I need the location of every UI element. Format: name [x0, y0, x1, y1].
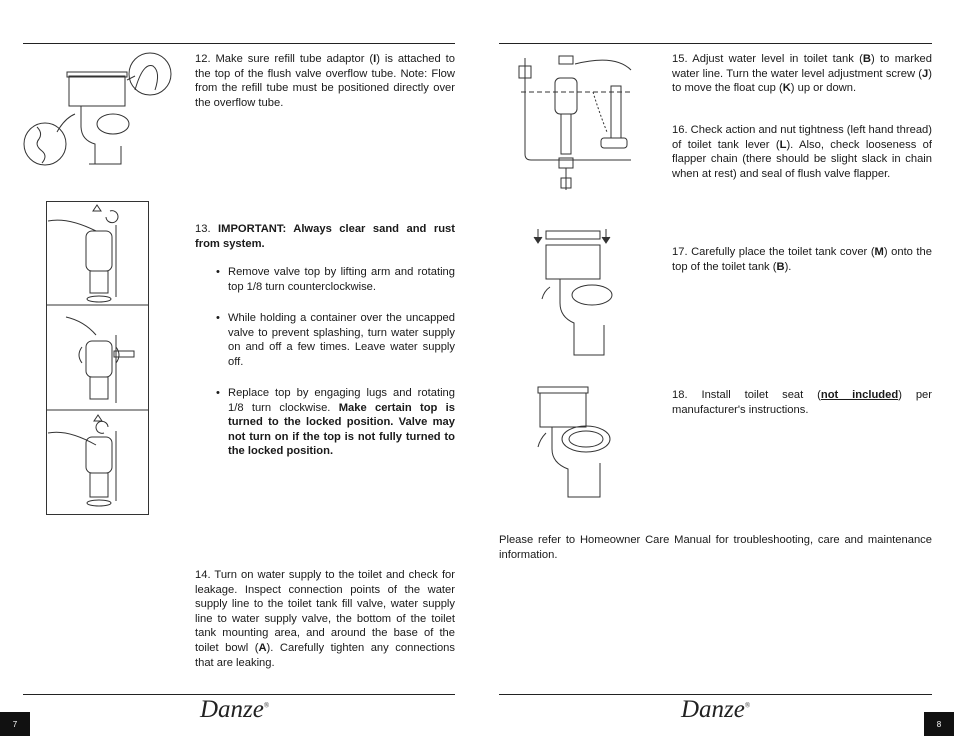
step-17-text: 17. Carefully place the toilet tank cover (M) onto the top of the toilet tank (B). — [672, 246, 932, 273]
valve-flush-figure — [46, 201, 149, 515]
bullet-dot-icon: • — [216, 387, 220, 399]
page-number-right: 8 — [924, 712, 954, 736]
care-manual-note: Please refer to Homeowner Care Manual for troubleshooting, care and maintenance information. — [499, 534, 932, 561]
tank-interior-figure — [515, 52, 635, 197]
toilet-seat-figure — [532, 383, 622, 503]
danze-logo-left: Danze® — [200, 696, 270, 723]
bottom-rule-right — [499, 694, 932, 695]
step-18-text: 18. Install toilet seat (not included) per manufacturer's instructions. — [672, 389, 932, 416]
toilet-refill-tube-figure — [23, 52, 178, 172]
step-12-text: 12. Make sure refill tube adaptor (I) is attached to the top of the flush valve overflow tube. Note: Flow from the refill tube must be positioned directly over the overflow tube. — [195, 53, 455, 109]
top-rule-right — [499, 43, 932, 44]
danze-logo-right: Danze® — [681, 696, 751, 723]
step-13-bullet-2: • While holding a container over the uncapped valve to prevent splashing, turn water supply on and off a few times. Leave water supply off. — [216, 312, 455, 368]
step-15-text: 15. Adjust water level in toilet tank (B) to marked water line. Turn the water level adjustment screw (J) to move the float cup (K) up or down. — [672, 53, 932, 95]
top-rule-left — [23, 43, 455, 44]
page-number-left: 7 — [0, 712, 30, 736]
step-13-bullet-3: • Replace top by engaging lugs and rotating 1/8 turn clockwise. Make certain top is turned to the locked position. Valve may not turn on if the top is not fully turned to the locked position. — [216, 387, 455, 458]
step-13-heading: 13. IMPORTANT: Always clear sand and rust from system. — [195, 223, 455, 250]
step-14-text: 14. Turn on water supply to the toilet and check for leakage. Inspect connection points of the water supply line to the toilet tank fill valve, water supply line to water supply valve, the bottom of the toilet tank mounting area, and around the base of the toilet bowl (A). Carefully tighten any connections that are leaking. — [195, 569, 455, 669]
step-16-text: 16. Check action and nut tightness (left hand thread) of toilet tank lever (L). Also, check looseness of flapper chain (there should be slight slack in chain when at rest) and seal of flush valve flapper. — [672, 124, 932, 180]
bullet-dot-icon: • — [216, 312, 220, 324]
bullet-dot-icon: • — [216, 266, 220, 278]
bottom-rule-left — [23, 694, 455, 695]
tank-cover-figure — [530, 225, 620, 365]
step-13-bullet-1: • Remove valve top by lifting arm and rotating top 1/8 turn counterclockwise. — [216, 266, 455, 293]
